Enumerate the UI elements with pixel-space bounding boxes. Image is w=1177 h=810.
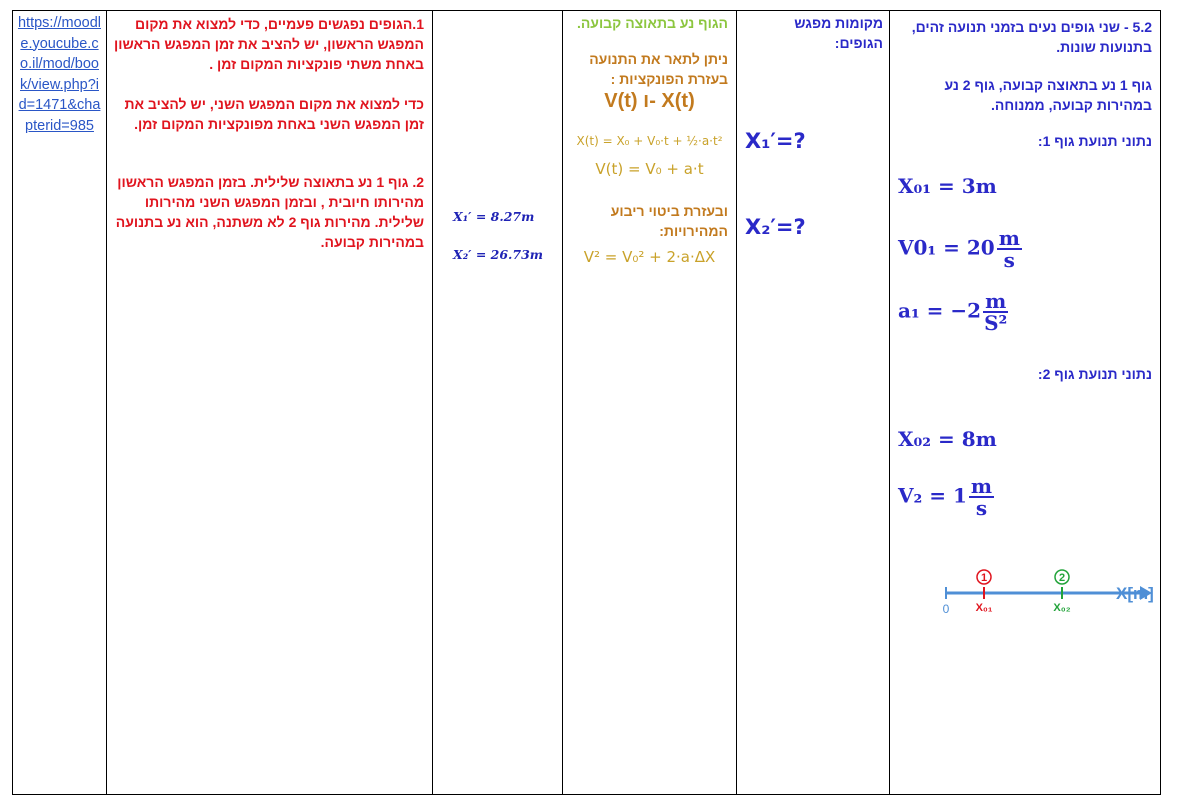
answer-x1: X₁′ = 8.27m xyxy=(453,209,535,224)
position-axis-diagram xyxy=(930,561,1160,621)
notes-column xyxy=(107,11,432,794)
main-table xyxy=(12,10,1161,795)
x02-value: X₀₂ = 8m xyxy=(898,427,997,451)
unknowns-header: מקומות מפגש הגופים: xyxy=(794,15,883,51)
problem-title: 5.2 - שני גופים נעים בזמני תנועה זהים, בתנועות שונות. xyxy=(911,19,1152,55)
note-3: 2. גוף 1 נע בתאוצה שלילית. בזמן המפגש הראשון מהירותו חיובית , ובזמן המפגש השני מהירותו שלילית. מהירות גוף 2 לא משתנה, הוא נע בתנועה במהירות קבועה. xyxy=(115,174,424,250)
v2-value: V₂ = 1 $\frac{m}{s}$ xyxy=(898,474,993,520)
data-column xyxy=(890,11,1162,794)
p1-label: X₀₁ xyxy=(975,602,993,614)
a1-value: a₁ = −2 $\frac{m}{\text{S²}}$ xyxy=(898,289,1008,335)
body1-label: נתוני תנועת גוף 1: xyxy=(1037,133,1152,149)
v01-value: V0₁ = 20 $\frac{m}{s}$ xyxy=(898,226,1020,272)
formula-v: V(t) = V₀ + a·t xyxy=(595,160,704,178)
x01-value: X₀₁ = 3m xyxy=(898,174,997,198)
axis-zero: 0 xyxy=(942,602,950,616)
method-line-2: ניתן לתאר את התנועה בעזרת הפונקציות : xyxy=(589,51,728,87)
formula-sq: V² = V₀² + 2·a·ΔX xyxy=(583,248,716,266)
moodle-link[interactable]: https://moodle.youcube.co.il/mod/book/view.php?id=1471&chapterid=985 xyxy=(17,15,101,134)
unknown-x2: X₂′=? xyxy=(745,215,806,239)
note-2: כדי למצוא את מקום המפגש השני, יש להציב את זמן המפגש השני באחת מפונקציות המקום זמן. xyxy=(124,96,424,132)
problem-desc: גוף 1 נע בתאוצה קבועה, גוף 2 נע במהירות קבועה, ממנוחה. xyxy=(944,77,1152,113)
link-column xyxy=(13,11,106,794)
p2-marker: 2 xyxy=(1058,572,1066,584)
p2-label: X₀₂ xyxy=(1053,602,1071,614)
method-line-1: הגוף נע בתאוצה קבועה. xyxy=(576,15,728,31)
method-column xyxy=(563,11,736,794)
unknowns-column xyxy=(737,11,889,794)
method-line-3: ובעזרת ביטוי ריבוע המהירויות: xyxy=(610,203,728,239)
method-functions: V(t) ו- X(t) xyxy=(604,90,695,112)
p1-marker: 1 xyxy=(980,572,988,584)
formula-x: X(t) = X₀ + V₀·t + ½·a·t² xyxy=(576,134,723,148)
body2-label: נתוני תנועת גוף 2: xyxy=(1037,366,1152,382)
answer-x2: X₂′ = 26.73m xyxy=(453,247,544,262)
answers-column xyxy=(433,11,562,794)
axis-label: X[m] xyxy=(1116,584,1154,603)
note-1: 1.הגופים נפגשים פעמיים, כדי למצוא את מקום המפגש הראשון, יש להציב את זמן המפגש הראשון באחת משתי פונקציות המקום זמן . xyxy=(114,16,424,72)
unknown-x1: X₁′=? xyxy=(745,129,806,153)
